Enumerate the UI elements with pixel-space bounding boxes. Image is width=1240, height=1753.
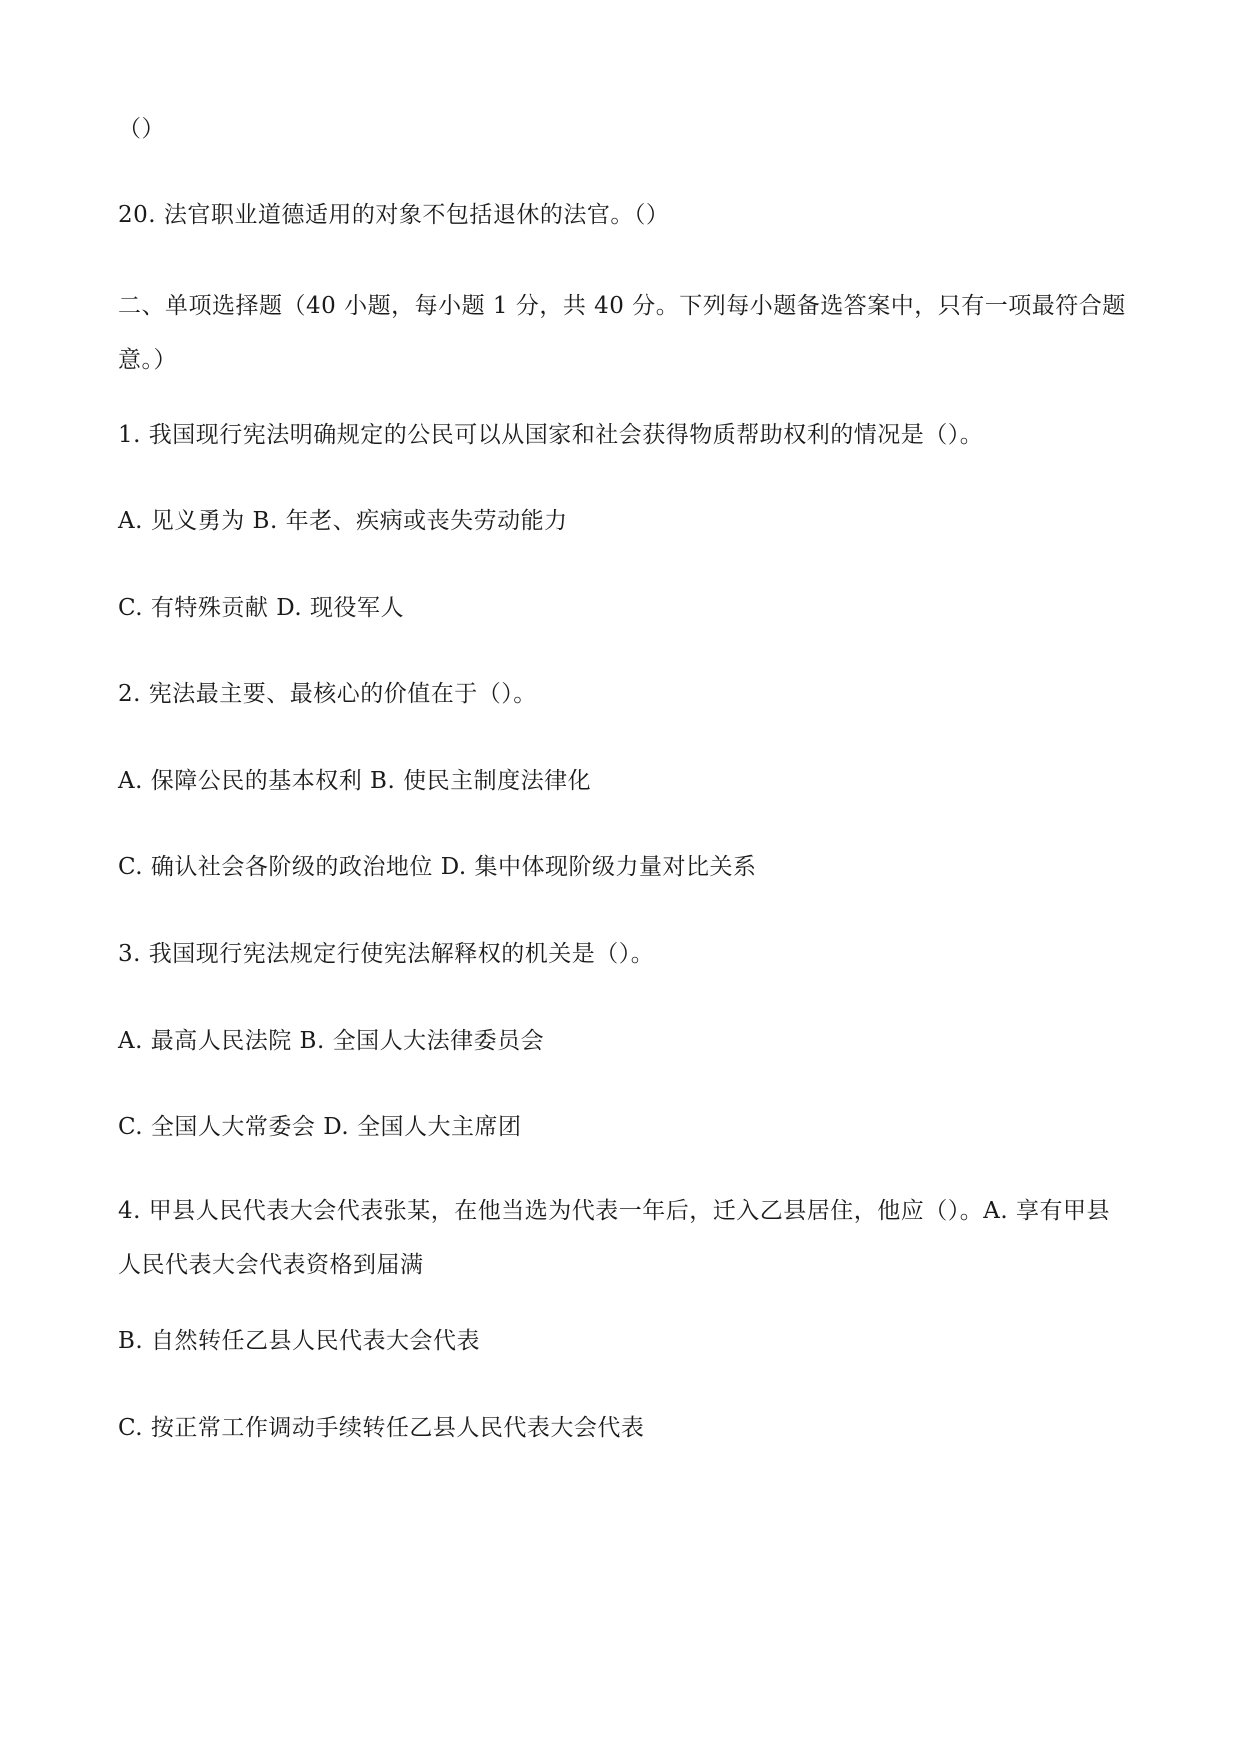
text-line-paren: （） <box>118 116 165 142</box>
question-1-options-ab: A. 见义勇为 B. 年老、疾病或丧失劳动能力 <box>118 508 568 534</box>
question-1: 1. 我国现行宪法明确规定的公民可以从国家和社会获得物质帮助权利的情况是（）。 <box>118 422 984 448</box>
question-4: 4. 甲县人民代表大会代表张某，在他当选为代表一年后，迁入乙县居住，他应（）。A. 享有甲县人民代表大会代表资格到届满 <box>118 1198 1110 1278</box>
section-heading-single-choice: 二、单项选择题（40 小题，每小题 1 分，共 40 分。下列每小题备选答案中，只有一项最符合题意。） <box>118 293 1126 373</box>
question-2: 2. 宪法最主要、最核心的价值在于（）。 <box>118 681 537 707</box>
question-1-options-cd: C. 有特殊贡献 D. 现役军人 <box>118 595 404 621</box>
question-3-options-cd: C. 全国人大常委会 D. 全国人大主席团 <box>118 1114 522 1140</box>
question-2-options-ab: A. 保障公民的基本权利 B. 使民主制度法律化 <box>118 768 592 794</box>
question-20: 20. 法官职业道德适用的对象不包括退休的法官。（） <box>118 202 670 228</box>
question-3-options-ab: A. 最高人民法院 B. 全国人大法律委员会 <box>118 1028 545 1054</box>
question-4-option-c: C. 按正常工作调动手续转任乙县人民代表大会代表 <box>118 1415 645 1441</box>
question-3: 3. 我国现行宪法规定行使宪法解释权的机关是（）。 <box>118 941 655 967</box>
question-4-option-b: B. 自然转任乙县人民代表大会代表 <box>118 1328 481 1354</box>
question-2-options-cd: C. 确认社会各阶级的政治地位 D. 集中体现阶级力量对比关系 <box>118 854 757 880</box>
